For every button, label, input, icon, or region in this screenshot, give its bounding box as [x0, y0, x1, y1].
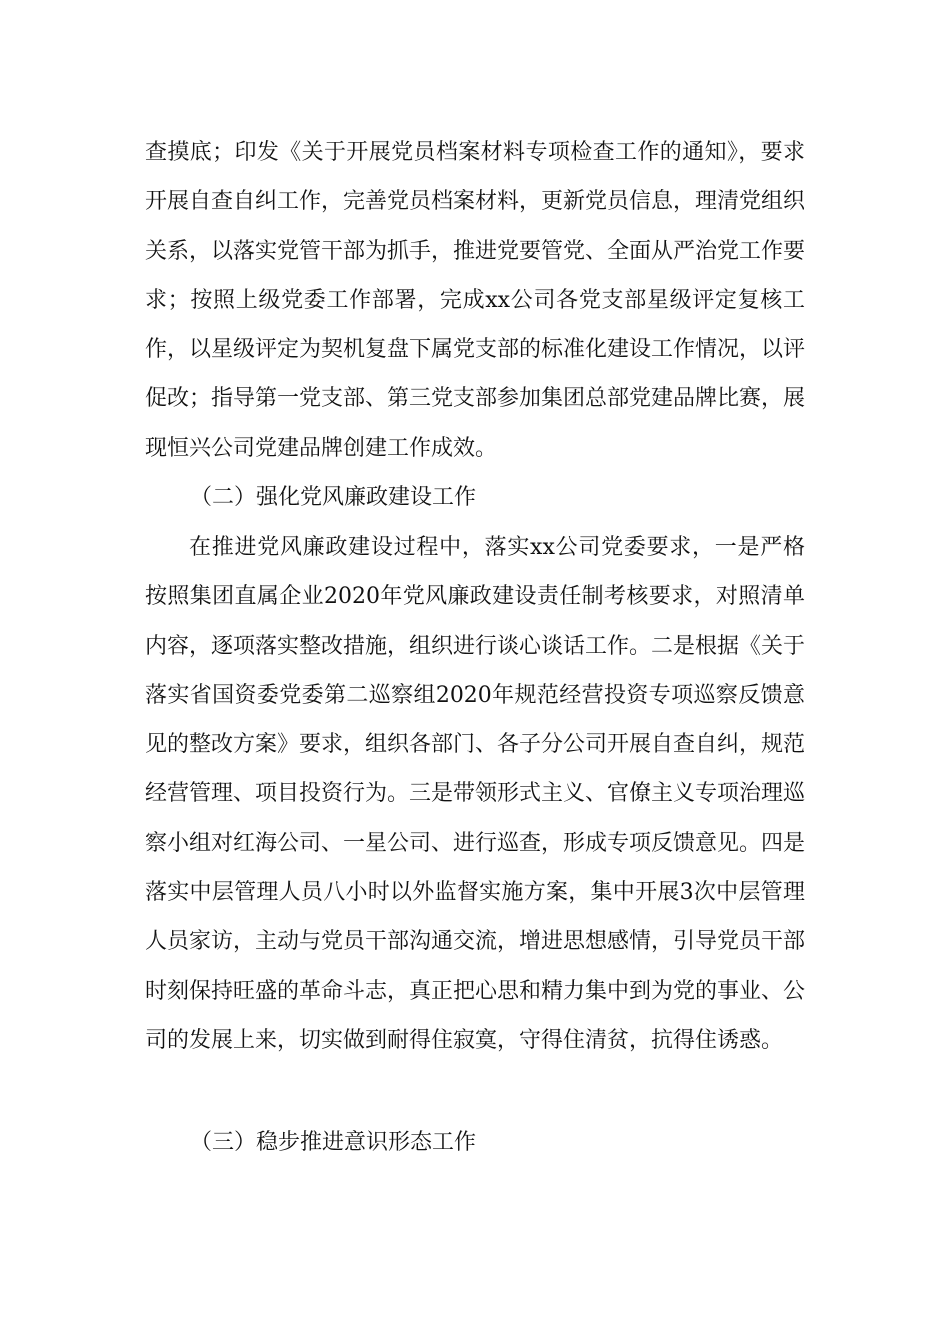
body-paragraph-1: 查摸底；印发《关于开展党员档案材料专项检查工作的通知》，要求开展自查自纠工作，完善党员档案材料，更新党员信息，理清党组织关系，以落实党管干部为抓手，推进党要管党、全面从严治党工作要求；按照上级党委工作部署，完成xx公司各党支部星级评定复核工作，以星级评定为契机复盘下属党支部的标准化建设工作情况，以评促改；指导第一党支部、第三党支部参加集团总部党建品牌比赛，展现恒兴公司党建品牌创建工作成效。: [145, 140, 806, 461]
body-paragraph-2: 在推进党风廉政建设过程中，落实xx公司党委要求，一是严格按照集团直属企业2020年党风廉政建设责任制考核要求，对照清单内容，逐项落实整改措施，组织进行谈心谈话工作。二是根据《关于落实省国资委党委第二巡察组2020年规范经营投资专项巡察反馈意见的整改方案》要求，组织各部门、各子分公司开展自查自纠，规范经营管理、项目投资行为。三是带领形式主义、官僚主义专项治理巡察小组对红海公司、一星公司、进行巡查，形成专项反馈意见。四是落实中层管理人员八小时以外监督实施方案，集中开展3次中层管理人员家访，主动与党员干部沟通交流，增进思想感情，引导党员干部时刻保持旺盛的革命斗志，真正把心思和精力集中到为党的事业、公司的发展上来，切实做到耐得住寂寞，守得住清贫，抗得住诱惑。: [145, 535, 806, 1053]
section-heading-3: （三）稳步推进意识形态工作: [190, 1130, 477, 1155]
section-heading-2: （二）强化党风廉政建设工作: [190, 485, 477, 510]
